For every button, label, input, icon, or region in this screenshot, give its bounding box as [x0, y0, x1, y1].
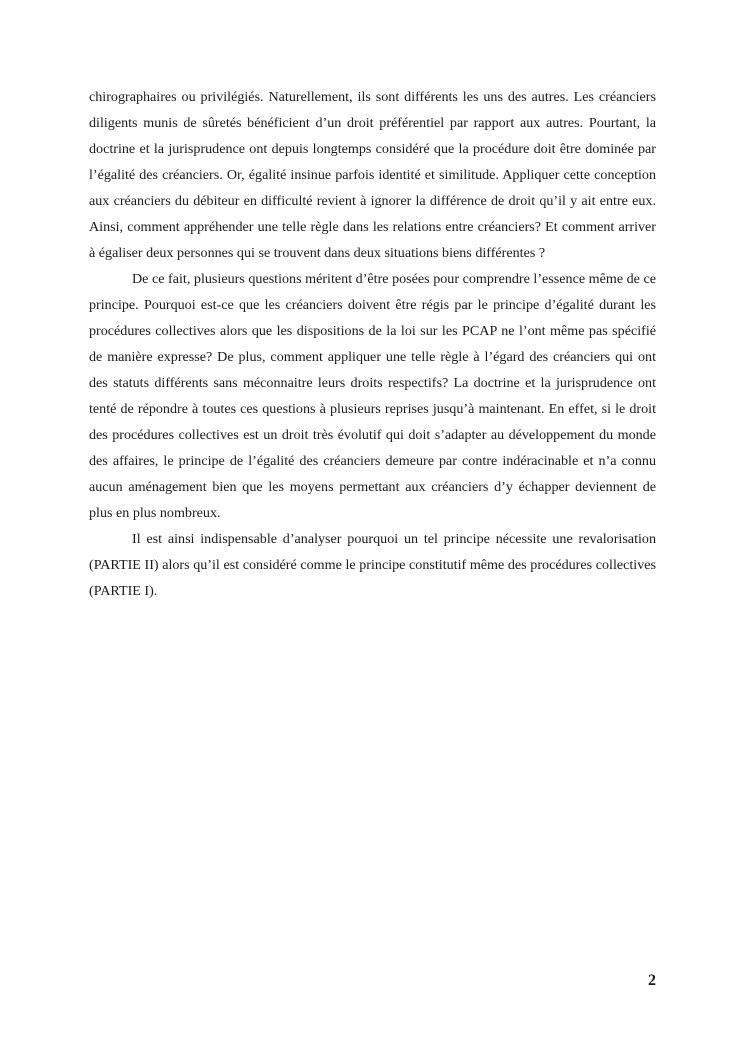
paragraph-continuation: chirographaires ou privilégiés. Naturellement, ils sont différents les uns des autres. Les créanciers diligents munis de sûretés bénéficient d’un droit préférentiel par rapport aux autres. Pourtant, la doctrine et la jurisprudence ont depuis longtemps considéré que la procédure doit être dominée par l’égalité des créanciers. Or, égalité insinue parfois identité et similitude. Appliquer cette conception aux créanciers du débiteur en difficulté revient à ignorer la différence de droit qu’il y ait entre eux. Ainsi, comment appréhender une telle règle dans les relations entre créanciers? Et comment arriver à égaliser deux personnes qui se trouvent dans deux situations biens différentes ?: [89, 89, 656, 261]
page-number: 2: [648, 972, 656, 989]
paragraph-questions: De ce fait, plusieurs questions méritent d’être posées pour comprendre l’essence même de ce principe. Pourquoi est-ce que les créanciers doivent être régis par le principe d’égalité durant les procédures collectives alors que les dispositions de la loi sur les PCAP ne l’ont même pas spécifié de manière expresse? De plus, comment appliquer une telle règle à l’égard des créanciers qui ont des statuts différents sans méconnaitre leurs droits respectifs? La doctrine et la jurisprudence ont tenté de répondre à toutes ces questions à plusieurs reprises jusqu’à maintenant. En effet, si le droit des procédures collectives est un droit très évolutif qui doit s’adapter au développement du monde des affaires, le principe de l’égalité des créanciers demeure par contre indéracinable et n’a connu aucun aménagement bien que les moyens permettant aux créanciers d’y échapper deviennent de plus en plus nombreux.: [89, 271, 656, 521]
paragraph-plan: Il est ainsi indispensable d’analyser pourquoi un tel principe nécessite une revalorisation (PARTIE II) alors qu’il est considéré comme le principe constitutif même des procédures collectives (PARTIE I).: [89, 531, 656, 599]
body-text: [89, 84, 656, 604]
